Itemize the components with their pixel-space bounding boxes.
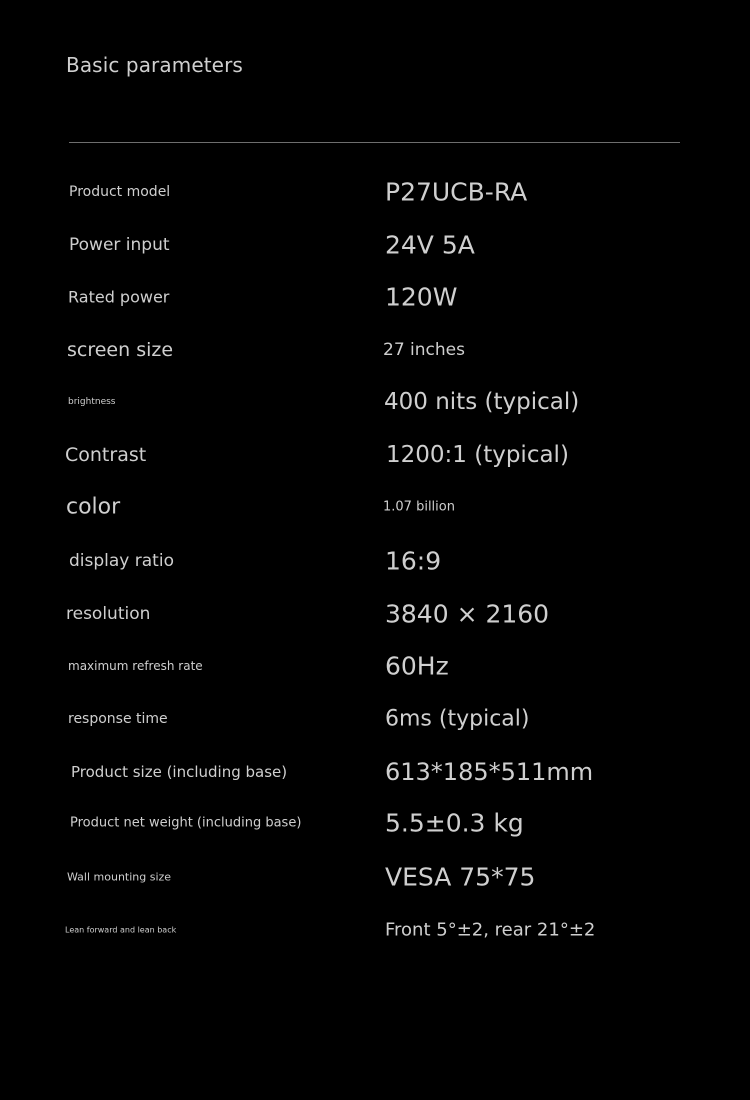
spec-row-rated-power xyxy=(0,277,750,317)
spec-value: 5.5±0.3 kg xyxy=(385,808,524,838)
spec-row-net-weight xyxy=(0,803,750,843)
spec-row-resolution xyxy=(0,594,750,634)
spec-row-product-size xyxy=(0,752,750,792)
spec-value: 6ms (typical) xyxy=(385,706,530,732)
spec-value: 120W xyxy=(385,282,458,312)
spec-row-refresh-rate xyxy=(0,646,750,686)
spec-label: screen size xyxy=(67,339,174,361)
spec-value: 400 nits (typical) xyxy=(384,389,580,415)
spec-value: 24V 5A xyxy=(385,230,475,260)
spec-row-product-model xyxy=(0,172,750,212)
spec-row-power-input xyxy=(0,225,750,265)
spec-label: Product size (including base) xyxy=(71,763,288,781)
spec-label: Rated power xyxy=(68,287,170,307)
spec-row-contrast xyxy=(0,435,750,475)
spec-value: 613*185*511mm xyxy=(385,758,594,786)
spec-label: Contrast xyxy=(65,444,147,466)
spec-label: Product model xyxy=(69,184,171,200)
spec-value: 27 inches xyxy=(383,340,465,360)
spec-label: Product net weight (including base) xyxy=(70,815,302,831)
spec-row-color xyxy=(0,487,750,527)
spec-label: Power input xyxy=(69,235,170,255)
spec-label: color xyxy=(66,494,121,520)
spec-value: 3840 × 2160 xyxy=(385,599,550,629)
spec-value: 1200:1 (typical) xyxy=(386,442,569,468)
spec-row-wall-mounting xyxy=(0,857,750,897)
spec-label: display ratio xyxy=(69,551,174,571)
spec-row-tilt xyxy=(0,910,750,950)
spec-row-response-time xyxy=(0,699,750,739)
spec-value: 16:9 xyxy=(385,546,442,576)
spec-label: Lean forward and lean back xyxy=(65,925,177,935)
spec-label: brightness xyxy=(68,397,116,407)
page-title: Basic parameters xyxy=(66,53,243,77)
spec-label: resolution xyxy=(66,604,151,624)
spec-row-display-ratio xyxy=(0,541,750,581)
spec-label: response time xyxy=(68,711,168,727)
spec-value: VESA 75*75 xyxy=(385,862,536,892)
spec-row-screen-size xyxy=(0,330,750,370)
spec-row-brightness xyxy=(0,382,750,422)
spec-value: P27UCB-RA xyxy=(385,177,528,207)
divider xyxy=(69,142,680,143)
spec-label: maximum refresh rate xyxy=(68,659,203,673)
spec-value: 60Hz xyxy=(385,651,449,681)
spec-value: Front 5°±2, rear 21°±2 xyxy=(385,919,596,941)
spec-value: 1.07 billion xyxy=(383,499,455,515)
spec-label: Wall mounting size xyxy=(67,870,172,884)
